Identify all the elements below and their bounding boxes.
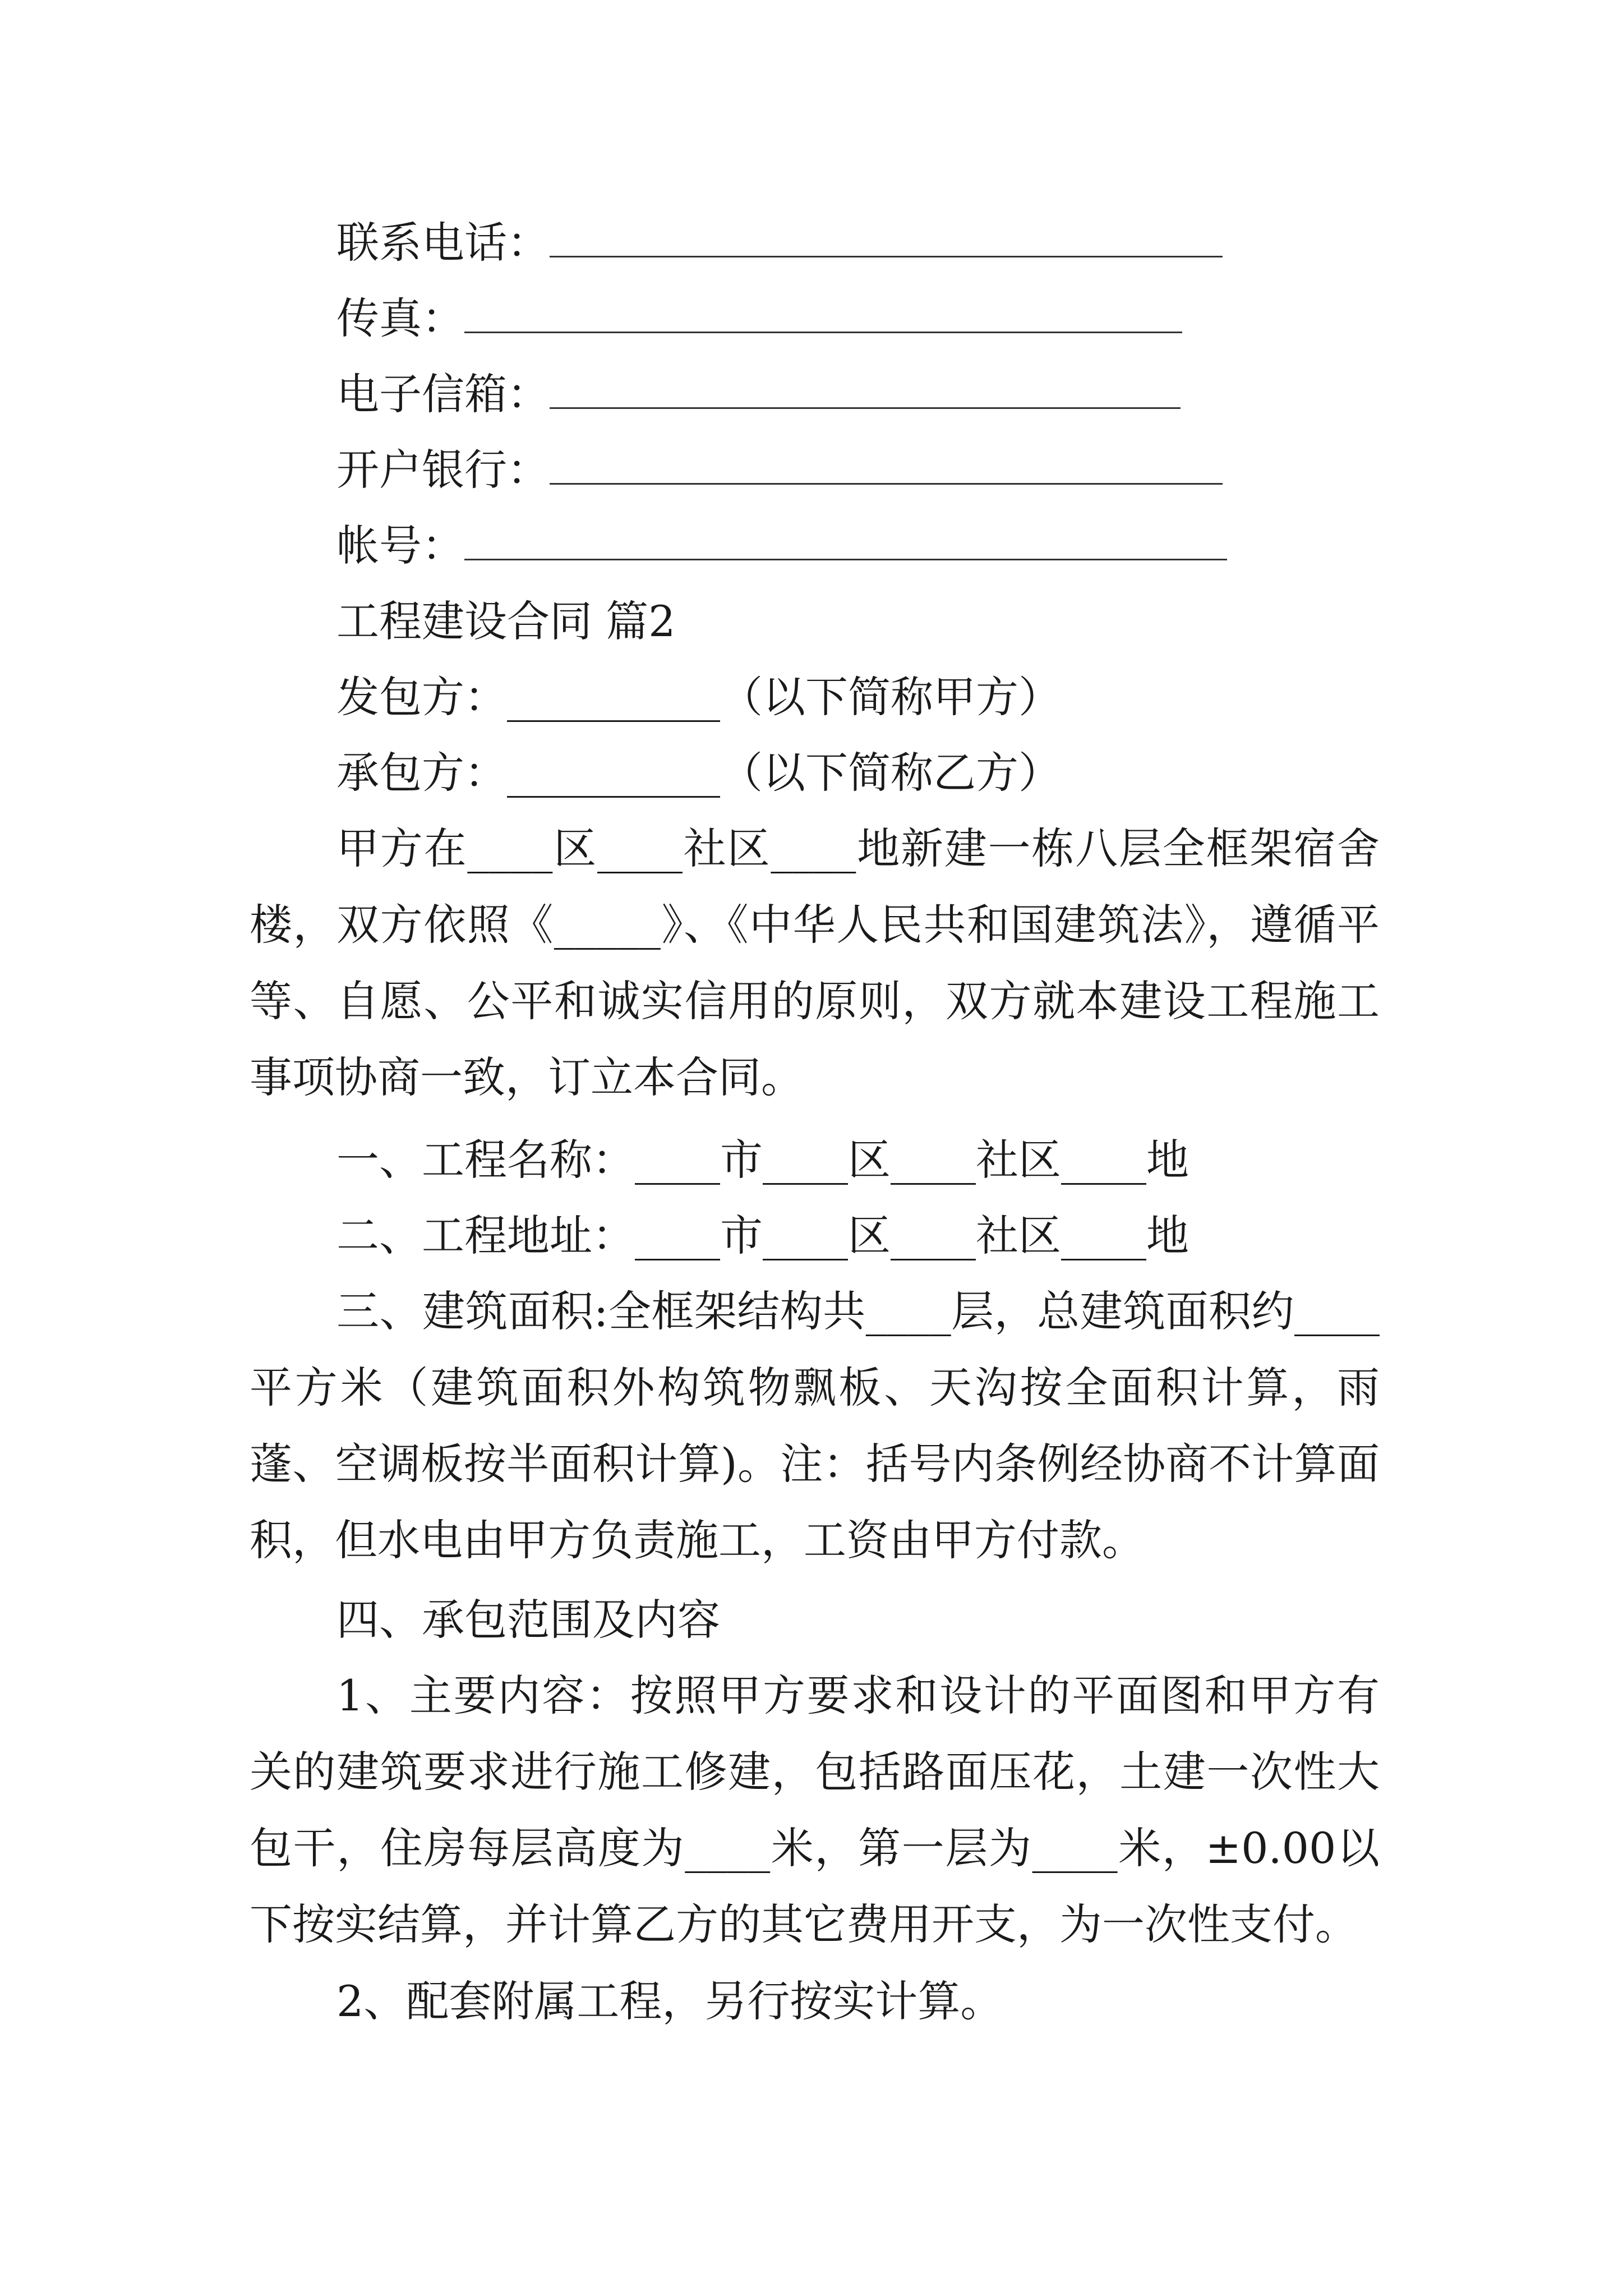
contractor-note: （以下简称乙方）	[720, 748, 1061, 798]
account-field	[336, 508, 1227, 584]
scope-item-2: 2、配套附属工程，另行按实计算。	[336, 1976, 1003, 2026]
section-title: 工程建设合同 篇2	[336, 596, 676, 646]
account-blank	[464, 526, 1227, 560]
account-label: 帐号：	[336, 521, 464, 570]
email-blank	[550, 375, 1181, 409]
contractor-label: 承包方：	[336, 748, 507, 798]
phone-field	[336, 205, 1223, 281]
building-area-paragraph: 三、建筑面积:全框架结构共____层，总建筑面积约____平方米（建筑面积外构筑物飘板、天沟按全面积计算，雨蓬、空调板按半面积计算)。注：括号内条例经协商不计算面积，但水电由甲方负责施工，工资由甲方付款。	[250, 1286, 1380, 1565]
employer-label: 发包方：	[336, 672, 507, 722]
employer-blank: __________	[507, 672, 720, 722]
bank-blank	[550, 450, 1223, 485]
contractor-blank: __________	[507, 748, 720, 798]
scope-item-1: 1、主要内容：按照甲方要求和设计的平面图和甲方有关的建筑要求进行施工修建，包括路面压花，土建一次性大包干，住房每层高度为____米，第一层为____米，±0.00以下按实结算，并计算乙方的其它费用开支，为一次性支付。	[250, 1671, 1380, 1949]
intro-paragraph: 甲方在____区____社区____地新建一栋八层全框架宿舍楼，双方依照《_____》、《中华人民共和国建筑法》，遵循平等、自愿、公平和诚实信用的原则，双方就本建设工程施工事项协商一致，订立本合同。	[250, 823, 1380, 1102]
scope-title: 四、承包范围及内容	[336, 1595, 720, 1645]
phone-label: 联系电话：	[336, 218, 550, 268]
employer-note: （以下简称甲方）	[720, 672, 1061, 722]
bank-field	[336, 432, 1223, 508]
bank-label: 开户银行：	[336, 445, 550, 495]
employer-line	[336, 659, 1061, 735]
fax-label: 传真：	[336, 293, 464, 343]
phone-blank	[550, 223, 1223, 257]
project-address-item: 二、工程地址：____市____区____社区____地	[336, 1211, 1189, 1260]
email-label: 电子信箱：	[336, 369, 550, 419]
email-field	[336, 356, 1181, 432]
contractor-line	[336, 735, 1061, 811]
project-name-item: 一、工程名称：____市____区____社区____地	[336, 1135, 1189, 1185]
fax-field	[336, 280, 1182, 357]
fax-blank	[464, 299, 1182, 333]
